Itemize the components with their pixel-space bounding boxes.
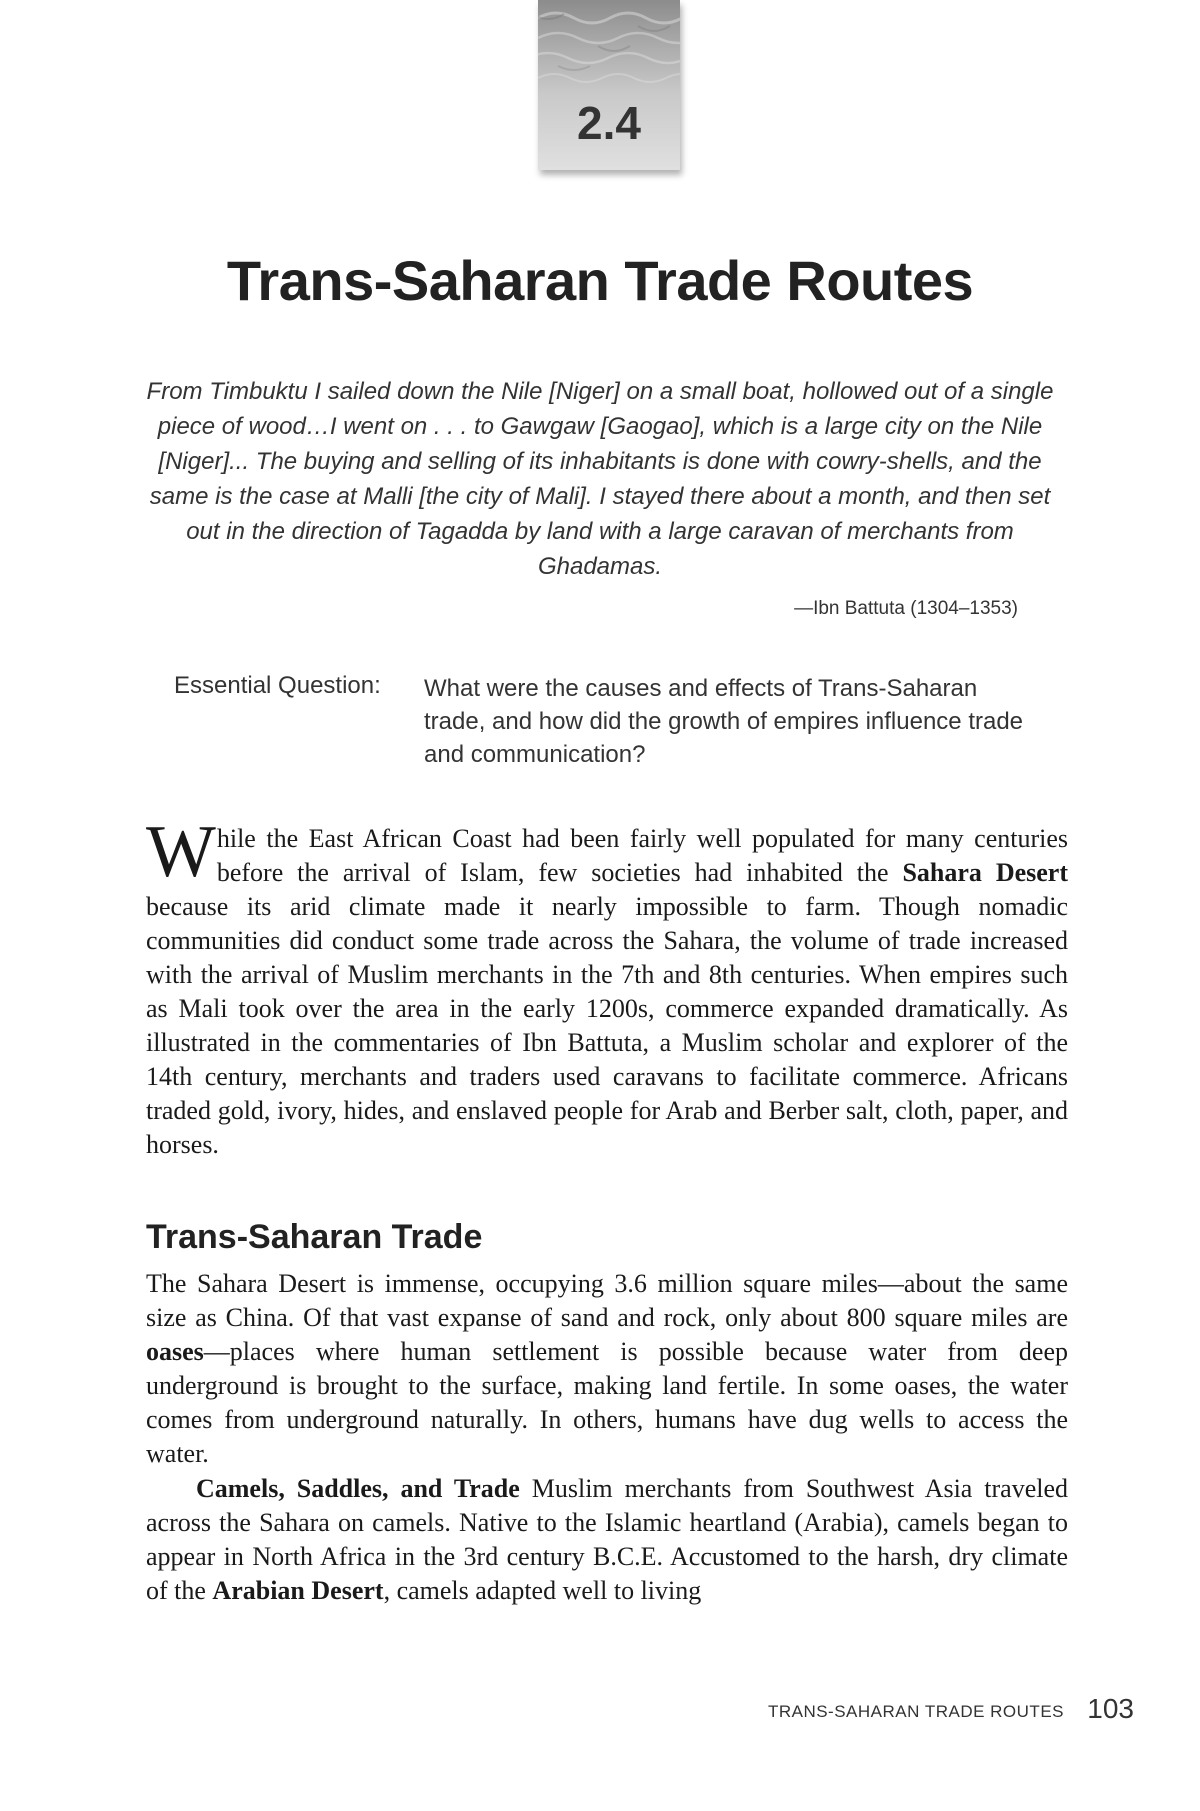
page-number: 103 — [1087, 1693, 1134, 1724]
section-paragraph-2 — [146, 1472, 1068, 1608]
run-in-heading: Camels, Saddles, and Trade — [196, 1474, 520, 1503]
para1-text-1: The Sahara Desert is immense, occupying 3.6 million square miles—about the same size as China. Of that vast expanse of sand and rock, only about 800 square miles are — [146, 1269, 1068, 1332]
epigraph-attribution: —Ibn Battuta (1304–1353) — [794, 598, 1018, 619]
running-footer: TRANS-SAHARAN TRADE ROUTES — [767, 1702, 1064, 1721]
term-sahara-desert: Sahara Desert — [902, 858, 1068, 887]
essential-question-label: Essential Question: — [174, 672, 381, 699]
para2-text-1: Muslim merchants from Southwest Asia traveled across the Sahara on camels. Native to the Islamic heartland (Arabia), camels began to appear in North Africa in the 3rd century B.C.E. Accustomed to the harsh, dry climate of the — [146, 1474, 1068, 1605]
drop-cap: W — [146, 811, 216, 893]
section-paragraph-1 — [146, 1267, 1068, 1471]
para2-text-2: , camels adapted well to living — [383, 1576, 702, 1605]
page-title: Trans-Saharan Trade Routes — [226, 249, 974, 312]
para1-text-2: —places where human settlement is possible because water from deep underground is brought to the surface, making land fertile. In some oases, the water comes from underground naturally. In others, humans have dug wells to access the water. — [146, 1337, 1068, 1468]
intro-text-1: hile the East African Coast had been fairly well populated for many centuries before the arrival of Islam, few societies had inhabited the — [216, 824, 1068, 887]
section-heading: Trans-Saharan Trade — [146, 1218, 483, 1256]
essential-question-text: What were the causes and effects of Trans-Saharan trade, and how did the growth of empires influence trade and communication? — [424, 675, 1024, 768]
term-oases: oases — [146, 1337, 204, 1366]
chapter-tab — [538, 0, 680, 170]
intro-paragraph — [146, 811, 1068, 1162]
term-arabian-desert: Arabian Desert — [212, 1576, 384, 1605]
intro-text-2: because its arid climate made it nearly impossible to farm. Though nomadic communities did conduct some trade across the Sahara, the volume of trade increased with the arrival of Muslim merchants in the 7th and 8th centuries. When empires such as Mali took over the area in the early 1200s, commerce expanded dramatically. As illustrated in the commentaries of Ibn Battuta, a Muslim scholar and explorer of the 14th century, merchants and traders used caravans to facilitate commerce. Africans traded gold, ivory, hides, and enslaved people for Arab and Berber salt, cloth, paper, and horses. — [146, 892, 1068, 1159]
chapter-number: 2.4 — [577, 97, 641, 149]
epigraph-quote: From Timbuktu I sailed down the Nile [Niger] on a small boat, hollowed out of a single piece of wood…I went on . . . to Gawgaw [Gaogao], which is a large city on the Nile [Niger]... The buying and selling of its inhabitants is done with cowry-shells, and the same is the case at Malli [the city of Mali]. I stayed there about a month, and then set out in the direction of Tagadda by land with a large caravan of merchants from Ghadamas. — [146, 378, 1054, 580]
